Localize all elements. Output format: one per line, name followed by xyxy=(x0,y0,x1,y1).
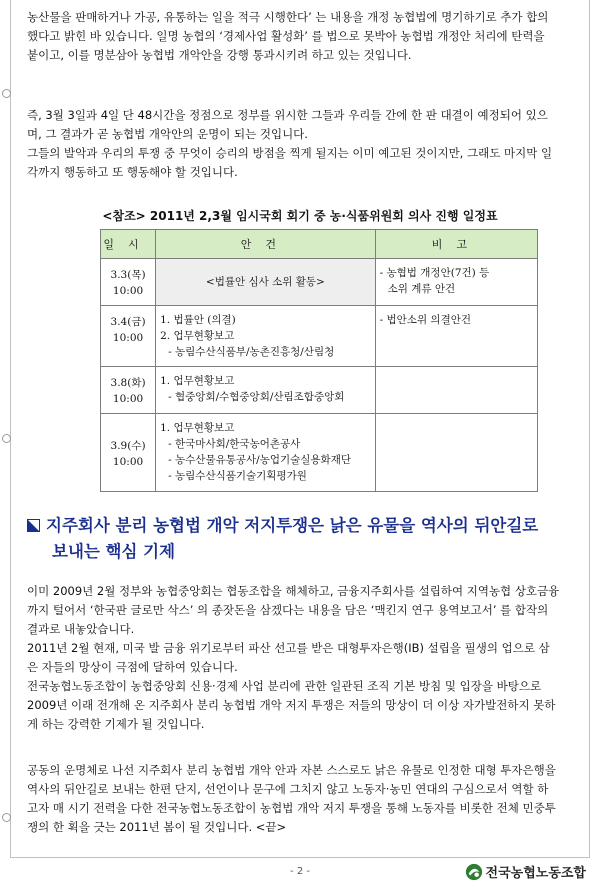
section-heading xyxy=(27,513,587,565)
union-logo-icon xyxy=(465,863,483,881)
agenda-text: - 한국마사회/한국농어촌공사 xyxy=(168,438,301,450)
table-header-row xyxy=(101,230,538,259)
text-line: 게 하는 강력한 기제가 될 것입니다. xyxy=(27,717,205,731)
agenda-text: 1. 업무현황보고 xyxy=(160,375,235,387)
heading-line-1: 지주회사 분리 농협법 개악 저지투쟁은 낡은 유물을 역사의 뒤안길로 xyxy=(46,516,539,535)
note-text: 소위 계류 안건 xyxy=(387,283,456,295)
table-row xyxy=(101,367,538,414)
table-row xyxy=(101,306,538,367)
agenda-text: 1. 업무현황보고 xyxy=(160,422,235,434)
date-text: 3.9(수) xyxy=(110,439,146,452)
time-text: 10:00 xyxy=(112,393,144,405)
text-line: 그들의 발악과 우리의 투쟁 중 무엇이 승리의 방점을 찍게 될지는 이미 예고된 것이지만, 그래도 마지막 일 xyxy=(27,146,553,160)
intro-paragraph-1 xyxy=(27,8,573,65)
binding-hole-icon xyxy=(2,434,11,443)
text-line: 했다고 밝힌 바 있습니다. 일명 농협의 ‘경제사업 활성화’ 를 법으로 못박아 농협법 개정안 처리에 탄력을 xyxy=(27,29,545,43)
text-line: 농산물을 판매하거나 가공, 유통하는 일을 적극 시행한다’ 는 내용을 개정 농협법에 명기하기로 추가 합의 xyxy=(27,10,549,24)
date-cell xyxy=(101,306,156,367)
body-paragraph-2 xyxy=(27,761,573,837)
table-row xyxy=(101,259,538,306)
text-line: 각까지 행동하고 또 행동해야 할 것입니다. xyxy=(27,165,238,179)
text-line: 붙이고, 이를 명분삼아 농협법 개악안을 강행 통과시키려 하고 있는 것입니다. xyxy=(27,48,412,62)
text-line: 역사의 뒤안길로 보내는 한편 단지, 선언이나 문구에 그치지 않고 노동자·농민 연대의 구심으로서 역할 하 xyxy=(27,782,549,796)
note-cell xyxy=(375,414,537,492)
page-number: - 2 - xyxy=(290,866,310,877)
body-paragraph-1 xyxy=(27,582,573,734)
text-line: 즉, 3월 3일과 4일 단 48시간을 정점으로 정부를 위시한 그들과 우리들 간에 한 판 대결이 예정되어 있으 xyxy=(27,108,548,122)
date-cell xyxy=(101,259,156,306)
table-row xyxy=(101,414,538,492)
corner-triangle-icon xyxy=(27,519,40,532)
date-text: 3.4(금) xyxy=(110,316,146,328)
text-line: 까지 털어서 ‘한국판 글로만 삭스’ 의 종잣돈을 삼겠다는 내용을 담은 ‘맥킨지 연구 용역보고서’ 를 합작의 xyxy=(27,603,549,617)
agenda-cell xyxy=(156,414,376,492)
intro-paragraph-2 xyxy=(27,106,573,182)
header-note: 비고 xyxy=(375,230,537,259)
time-text: 10:00 xyxy=(112,332,144,344)
heading-line-2: 보내는 핵심 기제 xyxy=(52,542,176,561)
header-date: 일시 xyxy=(101,230,156,259)
date-cell xyxy=(101,367,156,414)
text-line: 쟁의 한 획을 긋는 2011년 봄이 될 것입니다. <끝> xyxy=(27,820,287,834)
schedule-table xyxy=(100,229,538,492)
text-line: 결과로 내놓았습니다. xyxy=(27,622,135,636)
text-line: 며, 그 결과가 곧 농협법 개악안의 운명이 되는 것입니다. xyxy=(27,127,308,141)
org-logo xyxy=(465,862,586,881)
agenda-text: <법률안 심사 소위 활동> xyxy=(205,276,325,288)
text-line: 이미 2009년 2월 정부와 농협중앙회는 협동조합을 해체하고, 금융지주회사를 설립하여 지역농협 상호금융 xyxy=(27,584,560,598)
binding-hole-icon xyxy=(2,89,11,98)
time-text: 10:00 xyxy=(112,285,144,297)
text-line: 은 자들의 망상이 극점에 달하여 있습니다. xyxy=(27,660,238,674)
text-line: 전국농협노동조합이 농협중앙회 신용·경제 사업 분리에 관한 일관된 조직 기본 방침 및 입장을 바탕으로 xyxy=(27,679,542,693)
note-cell xyxy=(375,306,537,367)
agenda-cell xyxy=(156,367,376,414)
date-text: 3.3(목) xyxy=(110,269,146,281)
agenda-text: - 농수산물유통공사/농업기술실용화재단 xyxy=(168,454,351,466)
agenda-cell xyxy=(156,306,376,367)
text-line: 공동의 운명체로 나선 지주회사 분리 농협법 개악 안과 자본 스스로도 낡은 유물로 인정한 대형 투자은행을 xyxy=(27,763,556,777)
agenda-cell xyxy=(156,259,376,306)
schedule-title: <참조> 2011년 2,3월 임시국회 회기 중 농·식품위원회 의사 진행 일정표 xyxy=(102,209,498,223)
agenda-text: 1. 법률안 (의결) xyxy=(160,314,236,326)
org-name: 전국농협노동조합 xyxy=(485,866,586,881)
date-cell xyxy=(101,414,156,492)
header-agenda: 안건 xyxy=(156,230,376,259)
note-text: - 법안소위 의결안건 xyxy=(379,314,472,326)
agenda-text: - 농림수산식품부/농촌진흥청/산림청 xyxy=(168,346,335,358)
text-line: 2009년 이래 전개해 온 지주회사 분리 농협법 개악 저지 투쟁은 저들의 망상이 더 이상 자가발전하지 못하 xyxy=(27,698,556,712)
agenda-text: 2. 업무현황보고 xyxy=(160,330,235,342)
date-text: 3.8(화) xyxy=(110,377,146,389)
text-line: 고자 매 시기 전력을 다한 전국농협노동조합이 농협법 개악 저지 투쟁을 통해 노동자를 비롯한 전체 민중투 xyxy=(27,801,556,815)
note-text: - 농협법 개정안(7건) 등 xyxy=(379,267,490,279)
note-cell xyxy=(375,367,537,414)
agenda-text: - 협중앙회/수협중앙회/산림조합중앙회 xyxy=(168,391,345,403)
time-text: 10:00 xyxy=(112,455,144,468)
agenda-text: - 농림수산식품기술기획평가원 xyxy=(168,470,307,482)
note-cell xyxy=(375,259,537,306)
binding-hole-icon xyxy=(2,813,11,822)
text-line: 2011년 2월 현재, 미국 발 금융 위기로부터 파산 선고를 받은 대형투자은행(IB) 설립을 필생의 업으로 삼 xyxy=(27,641,550,655)
